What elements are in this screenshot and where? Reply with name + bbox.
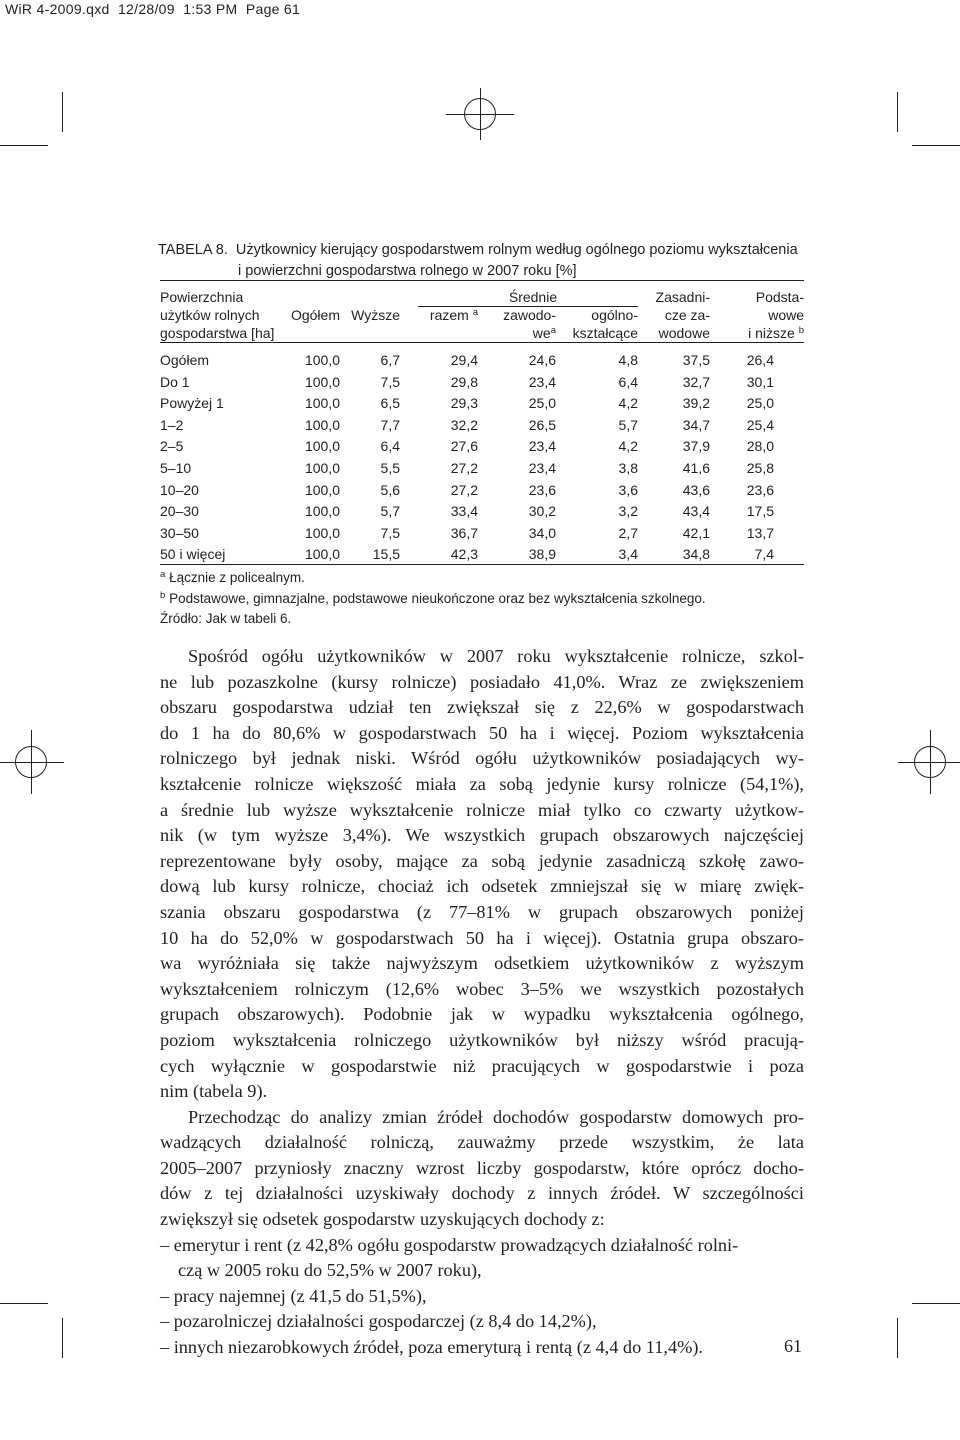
table-cell: 25,0 [528, 395, 556, 412]
bullet-continuation: czą w 2005 roku do 52,5% w 2007 roku), [178, 1260, 482, 1281]
text-line: a średnie lub wyższe wykształcenie rolnicze miał tylko co czwarty użytkow- [160, 799, 804, 820]
table-cell: 37,5 [682, 352, 710, 368]
header-srednie: Średnie [508, 289, 558, 305]
table-row [160, 503, 804, 524]
table-cell: 25,4 [746, 416, 774, 433]
table-row [160, 460, 804, 481]
table-cell: 42,3 [450, 546, 478, 563]
table-cell: 25,0 [746, 395, 774, 412]
row-label: 10–20 [160, 481, 199, 498]
table-cell: 5,7 [618, 416, 638, 433]
table-cell: 29,8 [450, 373, 478, 390]
table-cell: 29,3 [450, 395, 478, 412]
table-cell: 30,1 [746, 373, 774, 390]
text-line: dową lub kursy rolnicze, chociaż ich odsetek zmniejszał się w miarę zwięk- [160, 876, 804, 897]
table-cell: 4,2 [618, 438, 638, 455]
table-source: Źródło: Jak w tabeli 6. [160, 611, 292, 626]
table-cell: 4,8 [618, 352, 638, 368]
table-cell: 17,5 [746, 503, 774, 520]
table-header-rule [160, 342, 804, 343]
table-cell: 23,4 [528, 438, 556, 455]
table-cell: 30,2 [528, 503, 556, 520]
table-cell: 43,6 [682, 481, 710, 498]
footnote-a: $^a$ Łącznie z policealnym. [160, 569, 305, 585]
row-label: 50 i więcej [160, 546, 226, 563]
table-cell: 34,0 [528, 524, 556, 541]
bullet-item: – pracy najemnej (z 41,5 do 51,5%), [160, 1285, 427, 1306]
table-cell: 7,5 [380, 524, 400, 541]
table-cell: 34,8 [682, 546, 710, 563]
table-cell: 27,2 [450, 460, 478, 476]
row-label: Ogółem [160, 352, 210, 368]
footnote-b: $^b$ Podstawowe, gimnazjalne, podstawowe nieukończone oraz bez wykształcenia szkolnego. [160, 589, 706, 606]
table-cell: 36,7 [450, 524, 478, 541]
table-cell: 100,0 [304, 352, 340, 368]
table-cell: 26,4 [746, 352, 774, 368]
table-cell: 6,7 [380, 352, 400, 368]
text-line: 2005–2007 przyniosły znaczny wzrost liczby gospodarstw, które oprócz docho- [160, 1157, 804, 1178]
header-area: Powierzchnia użytków rolnych gospodarstwa [ha] [160, 289, 275, 341]
table-cell: 32,7 [682, 373, 710, 390]
text-line: wa wyróżniała się także najwyższym odsetkiem użytkowników z wyższym [160, 953, 804, 974]
table-cell: 5,7 [380, 503, 400, 520]
table-label: TABELA 8. [158, 242, 228, 258]
body-text [160, 644, 804, 1361]
table-cell: 7,5 [380, 373, 400, 390]
table-row [160, 546, 804, 567]
table-cell: 3,2 [618, 503, 638, 520]
paragraph-1 [160, 644, 804, 1105]
table-cell: 27,6 [450, 438, 478, 455]
table-cell: 29,4 [450, 352, 478, 368]
text-line: kształcenie rolnicze większość miała za sobą jedynie kursy rolnicze (54,1%), [160, 773, 804, 794]
header-ogolem: Ogółem [290, 307, 340, 323]
text-line: do 1 ha do 80,6% w gospodarstwach 50 ha i więcej. Poziom wykształcenia [160, 722, 804, 743]
table-cell: 6,4 [380, 438, 400, 455]
table-cell: 7,4 [754, 546, 774, 563]
table-cell: 33,4 [450, 503, 478, 520]
table-cell: 100,0 [304, 416, 340, 433]
table-cell: 5,5 [380, 460, 400, 476]
table-cell: 34,7 [682, 416, 710, 433]
text-line: nik (w tym wyższe 3,4%). We wszystkich grupach obszarowych najczęściej [160, 825, 804, 846]
table-row [160, 352, 804, 373]
bullet-item: – pozarolniczej działalności gospodarczej (z 8,4 do 14,2%), [160, 1311, 597, 1332]
table-row [160, 525, 804, 546]
table-cell: 37,9 [682, 438, 710, 455]
text-line: cych wyłącznie w gospodarstwie niż pracujących w gospodarstwie i poza [160, 1055, 804, 1076]
header-zasadnicze: Zasadni- cze za- wodowe [655, 289, 710, 341]
table-row [160, 374, 804, 395]
table-cell: 23,4 [528, 373, 556, 390]
header-podstawowe: Podsta- wowe i niższe $^b$ [748, 289, 804, 341]
table-cell: 23,6 [746, 481, 774, 498]
row-label: 2–5 [160, 438, 184, 455]
text-line: zwiększył się odsetek gospodarstw uzyskujących dochody z: [160, 1209, 605, 1230]
text-line: rolniczego był jednak niski. Wśród ogółu użytkowników posiadających wy- [160, 748, 804, 769]
table-cell: 100,0 [304, 481, 340, 498]
table-row [160, 417, 804, 438]
table-cell: 6,4 [618, 373, 638, 390]
table-cell: 25,8 [746, 460, 774, 476]
table-cell: 42,1 [682, 524, 710, 541]
table-cell: 6,5 [380, 395, 400, 412]
table-cell: 24,6 [528, 352, 556, 368]
text-line: reprezentowane były osoby, mające za sobą jedynie zasadniczą szkołę zawo- [160, 850, 804, 871]
table-title-line-1: Użytkownicy kierujący gospodarstwem rolnym według ogólnego poziomu wykształcenia [235, 242, 798, 258]
table-title-line-2: i powierzchni gospodarstwa rolnego w 2007 roku [%] [238, 263, 577, 279]
text-line: wykształceniem rolniczym (12,6% wobec 3–5% we wszystkich pozostałych [160, 978, 804, 999]
bullet-list [160, 1233, 804, 1361]
table-row [160, 395, 804, 416]
page-number: 61 [784, 1336, 802, 1356]
text-line: obszaru gospodarstwa udział ten zwiększał się z 22,6% w gospodarstwach [160, 697, 804, 718]
header-ogolnoksztalcace: ogólno- kształcące [572, 307, 638, 341]
row-label: 20–30 [160, 503, 199, 520]
table-cell: 100,0 [304, 438, 340, 455]
row-label: 1–2 [160, 416, 184, 433]
text-line: ne lub pozaszkolne (kursy rolnicze) posiadało 41,0%. Wraz ze zwiększeniem [160, 671, 804, 692]
table-cell: 15,5 [372, 546, 400, 563]
table-cell: 23,6 [528, 481, 556, 498]
header-razem: razem $^a$ [429, 307, 478, 323]
text-line: wadzących działalność rolniczą, zauważmy przede wszystkim, że lata [160, 1132, 804, 1153]
table-cell: 100,0 [304, 503, 340, 520]
table-cell: 3,6 [618, 481, 638, 498]
text-line: szania obszaru gospodarstwa (z 77–81% w grupach obszarowych poniżej [160, 901, 804, 922]
table-cell: 100,0 [304, 395, 340, 412]
table-cell: 3,8 [618, 460, 638, 476]
table-notes [160, 568, 706, 630]
table-cell: 26,5 [528, 416, 556, 433]
table-cell: 32,2 [450, 416, 478, 433]
text-line: dów z tej działalności uzyskiwały dochody z innych źródeł. W szczególności [160, 1183, 804, 1204]
table-cell: 3,4 [618, 546, 638, 563]
table-cell: 100,0 [304, 524, 340, 541]
table-top-rule [160, 280, 804, 281]
table-cell: 38,9 [528, 546, 556, 563]
table-cell: 43,4 [682, 503, 710, 520]
header-zawodowe: zawodo- $we^a$ [503, 307, 556, 341]
table-cell: 7,7 [380, 416, 400, 433]
text-line: 10 ha do 52,0% w gospodarstwach 50 ha i więcej). Ostatnia grupa obszaro- [160, 927, 804, 948]
bullet-item: – emerytur i rent (z 42,8% ogółu gospodarstw prowadzących działalność rolni- [160, 1234, 739, 1255]
text-line: Spośród ogółu użytkowników w 2007 roku wykształcenie rolnicze, szkol- [188, 646, 804, 666]
table-cell: 13,7 [746, 524, 774, 541]
header-wyzsze: Wyższe [351, 307, 400, 323]
row-label: Do 1 [160, 373, 190, 390]
table-cell: 100,0 [304, 460, 340, 476]
table-row [160, 438, 804, 459]
row-label: Powyżej 1 [160, 395, 224, 412]
text-line: poziom wykształcenia rolniczego użytkowników był niższy wśród pracują- [160, 1029, 804, 1050]
file-slug: WiR 4-2009.qxd 12/28/09 1:53 PM Page 61 [5, 1, 301, 17]
table-cell: 2,7 [618, 524, 638, 541]
table-cell: 27,2 [450, 481, 478, 498]
table-cell: 28,0 [746, 438, 774, 455]
text-line: nim (tabela 9). [160, 1081, 268, 1102]
table-cell: 4,2 [618, 395, 638, 412]
text-line: Przechodząc do analizy zmian źródeł dochodów gospodarstw domowych pro- [188, 1106, 804, 1127]
paragraph-2 [160, 1105, 804, 1233]
bullet-item: – innych niezarobkowych źródeł, poza emeryturą i rentą (z 4,4 do 11,4%). [160, 1337, 703, 1358]
table-cell: 5,6 [380, 481, 400, 498]
table-cell: 41,6 [682, 460, 710, 476]
table-cell: 23,4 [528, 460, 556, 476]
table-cell: 39,2 [682, 395, 710, 412]
table-cell: 100,0 [304, 546, 340, 563]
row-label: 30–50 [160, 524, 199, 541]
table-caption [158, 240, 798, 282]
table-cell: 100,0 [304, 373, 340, 390]
row-label: 5–10 [160, 460, 192, 476]
text-line: grupach obszarowych). Podobnie jak w wypadku wykształcenia ogólnego, [160, 1004, 804, 1025]
table-row [160, 482, 804, 503]
